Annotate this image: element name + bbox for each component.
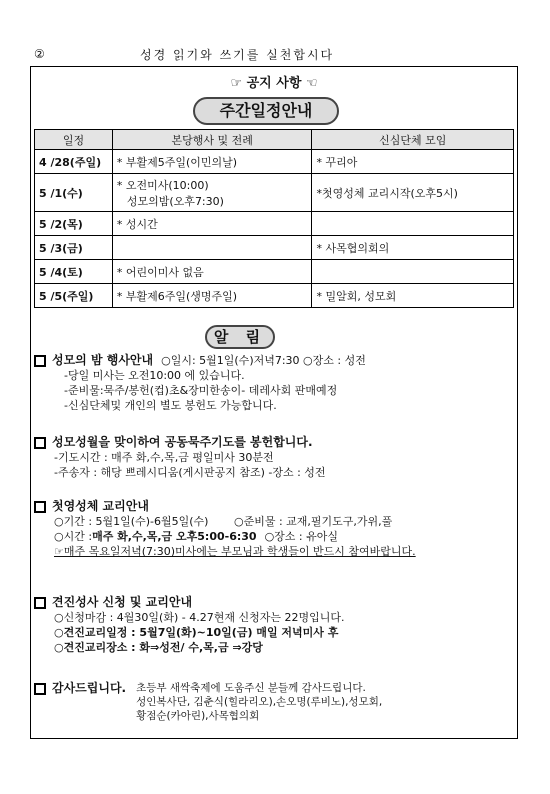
section-mary-night [34, 353, 514, 413]
section-title-text: 감사드립니다. [52, 681, 127, 695]
schedule-date: 5 /3(금) [35, 236, 113, 260]
section-title-text: 견진성사 신청 및 교리안내 [52, 595, 193, 609]
schedule-group-event: * 꾸리아 [312, 150, 514, 174]
communion-note: ☞매주 목요일저녁(7:30)미사에는 부모님과 학생들이 반드시 참여바랍니다. [54, 545, 416, 558]
communion-time-value: 매주 화,수,목,금 오후5:00-6:30 [92, 530, 257, 543]
section-info: ○일시: 5월1일(수)저녁7:30 ○장소 : 성전 [161, 354, 366, 367]
schedule-main-event: * 부활제5주일(이민의날) [112, 150, 312, 174]
checkbox-square-icon [34, 683, 46, 695]
schedule-date: 5 /1(수) [35, 174, 113, 212]
schedule-row [35, 150, 514, 174]
section-title-text: 성모의 밤 행사안내 [52, 353, 154, 367]
section-title [34, 681, 136, 723]
announcements-title: 알 림 [205, 325, 275, 349]
section-line: ○신청마감 : 4월30일(화) - 4.27현재 신청자는 22명입니다. [54, 611, 345, 624]
communion-place: ○장소 : 유아실 [264, 530, 338, 543]
thanks-block [34, 681, 514, 723]
checkbox-square-icon [34, 501, 46, 513]
bulletin-frame [30, 66, 518, 739]
schedule-row [35, 284, 514, 308]
col-header-group: 신심단체 모임 [312, 130, 514, 150]
checkbox-square-icon [34, 597, 46, 609]
section-title [34, 499, 514, 514]
schedule-row [35, 174, 514, 212]
section-line [34, 514, 514, 529]
col-header-main: 본당행사 및 전례 [112, 130, 312, 150]
section-line: -준비물:묵주/봉헌(컵)초&장미한송이- 데레사회 판매예정 [64, 384, 338, 397]
section-title-text: 첫영성체 교리안내 [52, 499, 149, 513]
schedule-title: 주간일정안내 [193, 97, 339, 125]
section-confirmation [34, 595, 514, 655]
section-line [34, 529, 514, 544]
schedule-date: 4 /28(주일) [35, 150, 113, 174]
section-rosary [34, 435, 514, 480]
section-line: ○견진교리장소 : 화⇒성전/ 수,목,금 ⇒강당 [54, 641, 263, 654]
section-thanks [34, 681, 514, 723]
schedule-main-event: * 성시간 [112, 212, 312, 236]
checkbox-square-icon [34, 437, 46, 449]
section-line: 성인복사단, 김춘식(힐라리오),손오명(루비노),성모회, [136, 696, 383, 708]
schedule-date: 5 /4(토) [35, 260, 113, 284]
schedule-main-line: * 오전미사(10:00) [116, 178, 209, 192]
thanks-lines [136, 681, 382, 723]
section-line: 초등부 새싹축제에 도움주신 분들께 감사드립니다. [136, 682, 366, 694]
schedule-main-line: 성모의밤(오후7:30) [126, 194, 224, 208]
section-line: ○견진교리일정 : 5월7일(화)~10일(금) 매일 저녁미사 후 [54, 626, 339, 639]
schedule-main-event [112, 236, 312, 260]
schedule-row [35, 260, 514, 284]
communion-supplies: ○준비물 : 교재,필기도구,가위,풀 [234, 515, 393, 528]
schedule-date: 5 /5(주일) [35, 284, 113, 308]
section-title [34, 353, 514, 368]
section-line: -신심단체및 개인의 별도 봉헌도 가능합니다. [64, 399, 277, 412]
schedule-group-event: * 사목협의회의 [312, 236, 514, 260]
section-line: -기도시간 : 매주 화,수,목,금 평일미사 30분전 [54, 451, 274, 464]
schedule-main-event [112, 174, 312, 212]
schedule-header-row [35, 130, 514, 150]
schedule-table [34, 129, 514, 308]
section-title-text: 성모성월을 맞이하여 공동묵주기도를 봉헌합니다. [52, 435, 313, 449]
schedule-group-event: * 밀알회, 성모회 [312, 284, 514, 308]
section-line: -당일 미사는 오전10:00 에 있습니다. [64, 369, 245, 382]
section-first-communion [34, 499, 514, 559]
section-line: -주송자 : 해당 쁘레시디움(게시판공지 참조) -장소 : 성전 [54, 466, 326, 479]
communion-period: ○기간 : 5월1일(수)-6월5일(수) [54, 515, 209, 528]
section-title [34, 595, 514, 610]
checkbox-square-icon [34, 355, 46, 367]
schedule-row [35, 236, 514, 260]
schedule-row [35, 212, 514, 236]
section-title [34, 435, 514, 450]
page-number: ② [34, 47, 45, 61]
schedule-main-event: * 어린이미사 없음 [112, 260, 312, 284]
page-header: 성경 읽기와 쓰기를 실천합시다 [140, 48, 335, 62]
communion-time-label: ○시간 : [54, 530, 93, 543]
notice-title: ☞ 공지 사항 ☜ [230, 76, 318, 91]
schedule-main-event: * 부활제6주일(생명주일) [112, 284, 312, 308]
schedule-group-event: *첫영성체 교리시작(오후5시) [312, 174, 514, 212]
schedule-group-event [312, 212, 514, 236]
schedule-date: 5 /2(목) [35, 212, 113, 236]
col-header-date: 일정 [35, 130, 113, 150]
schedule-group-event [312, 260, 514, 284]
section-line: 황점순(카아린),사목협의회 [136, 710, 260, 722]
